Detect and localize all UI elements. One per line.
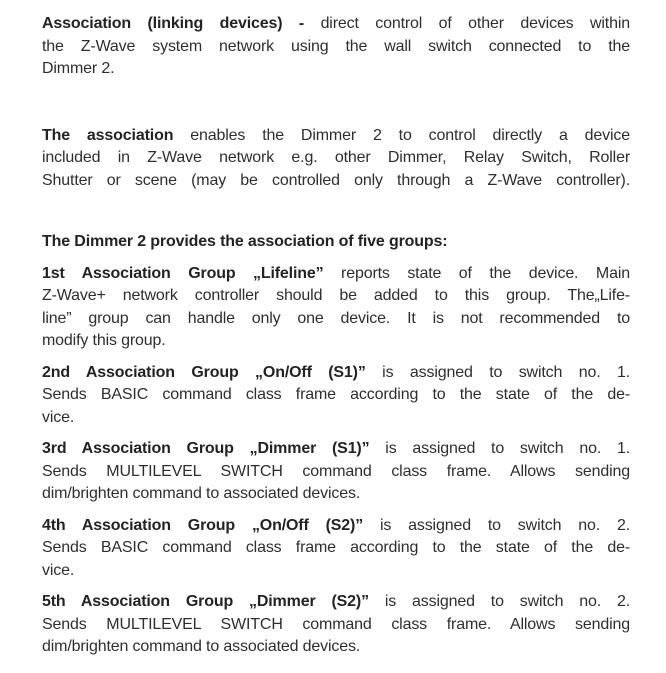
text-line [42, 231, 630, 254]
text-segment: dim/brighten command to associated devices. [42, 485, 361, 502]
text-line [42, 636, 630, 659]
paragraph-association-definition [42, 13, 630, 81]
text-line [42, 170, 630, 193]
text-segment: Dimmer 2. [42, 60, 115, 77]
text-line [42, 537, 630, 560]
text-line [42, 362, 630, 385]
paragraph-five-groups-heading [42, 231, 630, 254]
text-segment: Sends MULTILEVEL SWITCH command class frame. Allows sending [42, 615, 630, 633]
text-segment: the Z-Wave system network using the wall switch connected to the [42, 37, 630, 55]
text-segment: vice. [42, 408, 75, 426]
text-segment: modify this group. [42, 332, 166, 349]
bold-text-segment: 2nd Association Group „On/Off (S1)” [42, 363, 383, 381]
text-segment: is assigned to switch no. 2. [384, 593, 631, 610]
text-line [42, 36, 630, 59]
bold-text-segment: 5th Association Group „Dimmer (S2)” [42, 593, 385, 610]
text-segment: enables the Dimmer 2 to control directly a device [190, 126, 631, 144]
text-segment: Sends BASIC command class frame according to the state of the de- [42, 539, 630, 556]
bold-text-segment: Association (linking devices) - [42, 15, 321, 32]
text-segment: Sends BASIC command class frame according to the state of the de- [42, 386, 630, 403]
text-line [42, 515, 630, 538]
text-line [42, 384, 630, 407]
text-line [42, 483, 630, 506]
paragraph-association-enables [42, 125, 630, 193]
text-line [42, 13, 630, 36]
text-segment: is assigned to switch no. 1. [382, 363, 630, 381]
paragraph-group-5-dimmer-s2 [42, 591, 630, 659]
text-segment: line” group can handle only one device. It is not recommended to [42, 309, 630, 327]
text-line [42, 125, 630, 148]
paragraph-group-1-lifeline [42, 263, 630, 353]
text-segment: direct control of other devices within [320, 15, 630, 32]
text-segment: reports state of the device. Main [341, 264, 630, 282]
text-line [42, 58, 630, 81]
text-line [42, 330, 630, 353]
text-line [42, 591, 630, 614]
bold-text-segment: 4th Association Group „On/Off (S2)” [42, 516, 380, 534]
paragraph-group-2-onoff-s1 [42, 362, 630, 430]
text-line [42, 308, 630, 331]
text-line [42, 263, 630, 286]
text-segment: is assigned to switch no. 2. [379, 516, 631, 534]
text-line [42, 461, 630, 484]
text-line [42, 285, 630, 308]
text-line [42, 614, 630, 637]
text-line [42, 407, 630, 430]
paragraph-group-4-onoff-s2 [42, 515, 630, 583]
text-segment: dim/brighten command to associated devices. [42, 638, 361, 655]
document-body [42, 13, 630, 659]
bold-text-segment: The Dimmer 2 provides the association of five groups: [42, 233, 448, 250]
text-segment: Shutter or scene (may be controlled only through a Z-Wave controller). [42, 171, 630, 189]
text-segment: included in Z-Wave network e.g. other Dimmer, Relay Switch, Roller [42, 149, 630, 166]
text-line [42, 560, 630, 583]
text-segment: is assigned to switch no. 1. [385, 440, 630, 457]
paragraph-group-3-dimmer-s1 [42, 438, 630, 506]
bold-text-segment: The association [42, 126, 191, 144]
text-segment: Sends MULTILEVEL SWITCH command class frame. Allows sending [42, 462, 630, 480]
text-line [42, 147, 630, 170]
text-line [42, 438, 630, 461]
bold-text-segment: 3rd Association Group „Dimmer (S1)” [42, 440, 386, 457]
text-segment: Z-Wave+ network controller should be added to this group. The„Life- [42, 287, 630, 304]
bold-text-segment: 1st Association Group „Lifeline” [42, 264, 342, 282]
text-segment: vice. [42, 561, 75, 579]
